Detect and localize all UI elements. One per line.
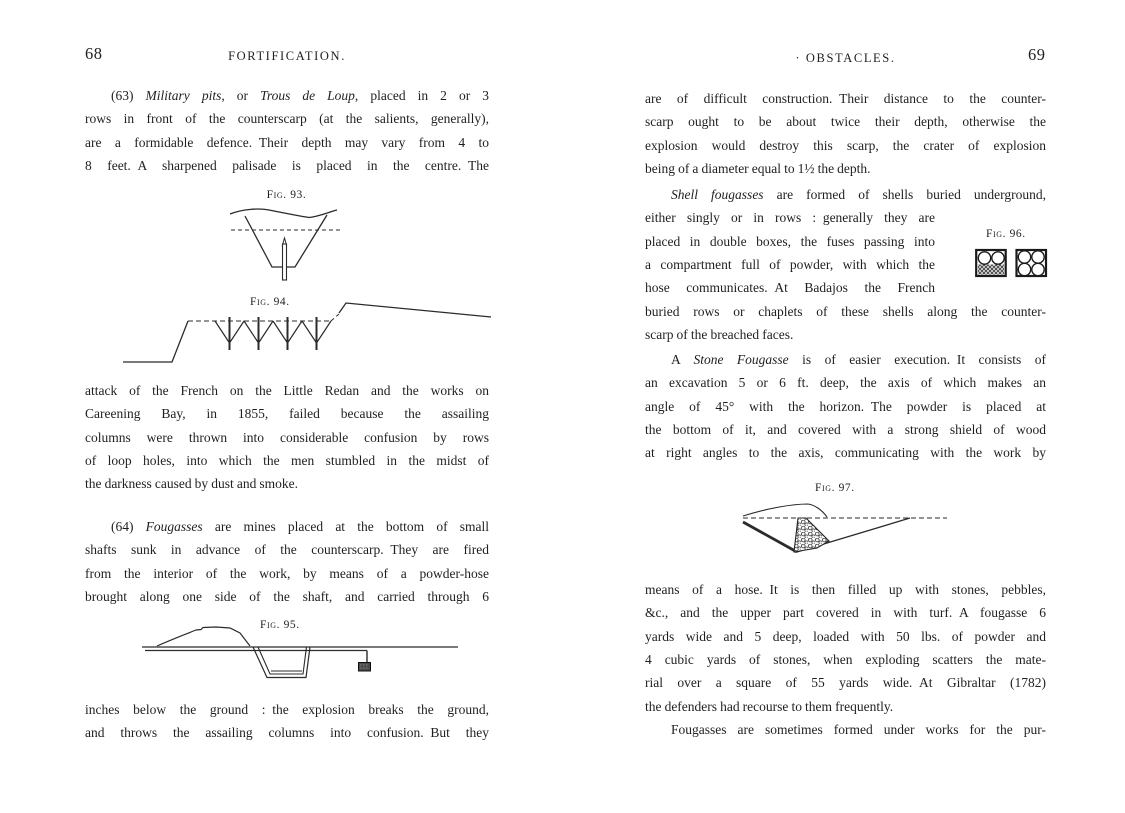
text-line: Shell fougasses are formed of shells buried underground, — [671, 187, 1046, 202]
fig97-drawing-stone-fougasse-section — [738, 496, 953, 574]
text-line: rows in front of the counterscarp (at the salients, generally), — [85, 111, 489, 127]
text-line: an excavation 5 or 6 ft. deep, the axis of which makes an — [645, 375, 1046, 391]
text-line: (64) Fougasses are mines placed at the bottom of small — [111, 519, 489, 534]
text-line: the darkness caused by dust and smoke. — [85, 476, 299, 492]
left-page-number: 68 — [85, 44, 103, 63]
right-page-number: 69 — [1028, 45, 1046, 64]
text-line: explosion would destroy this scarp, the crater of explosion — [645, 137, 1046, 153]
text-line: rial over a square of 55 yards wide. At Gibraltar (1782) — [645, 675, 1046, 691]
fig93-label: Fig. 93. — [266, 189, 307, 201]
text-line: shafts sunk in advance of the counterscarp. They are fired — [85, 542, 489, 558]
text-line: 8 feet. A sharpened palisade is placed in the centre. The — [85, 158, 489, 174]
text-line: scarp of the breached faces. — [645, 327, 794, 343]
text-line: brought along one side of the shaft, and carried through 6 — [85, 589, 489, 605]
text-line: either singly or in rows : generally they are — [645, 210, 935, 226]
fig94-label: Fig. 94. — [250, 296, 290, 308]
paragraph-military-pits — [85, 84, 489, 177]
fig94-drawing-pit-row-profile — [118, 300, 493, 365]
fig96-drawing-shell-boxes — [975, 248, 1047, 278]
text-line: Fougasses are sometimes formed under works for the pur- — [671, 722, 1046, 737]
paragraph-inches-below — [85, 698, 489, 745]
text-line: A Stone Fougasse is of easier execution. It consists of — [671, 352, 1046, 367]
fig97-label: Fig. 97. — [815, 482, 855, 494]
fig95-label: Fig. 95. — [260, 619, 300, 631]
text-line: angle of 45° with the horizon. The powder is placed at — [645, 398, 1046, 414]
paragraph-means-of-hose — [645, 578, 1046, 718]
text-line: the defenders had recourse to them frequently. — [645, 698, 894, 714]
right-running-head: · OBSTACLES. — [795, 51, 896, 65]
text-line: placed in double boxes, the fuses passing into — [645, 233, 935, 249]
fig96-label: Fig. 96. — [986, 228, 1026, 240]
text-line: are a formidable defence. Their depth may vary from 4 to — [85, 134, 489, 150]
text-line: a compartment full of powder, with which the — [645, 257, 935, 273]
text-line: columns were thrown into considerable confusion by rows — [85, 429, 489, 445]
paragraph-little-redan — [85, 379, 489, 496]
text-line: yards wide and 5 deep, loaded with 50 lbs. of powder and — [645, 628, 1046, 644]
paragraph-fougasses — [85, 515, 489, 608]
paragraph-stone-fougasse — [645, 348, 1046, 465]
text-line: hose communicates. At Badajos the French — [645, 280, 935, 296]
text-line: attack of the French on the Little Redan and the works on — [85, 383, 489, 398]
paragraph-counterscarp — [645, 87, 1046, 180]
text-line: are of difficult construction. Their distance to the counter- — [645, 91, 1046, 106]
text-line: inches below the ground : the explosion breaks the ground, — [85, 702, 489, 717]
text-line: scarp ought to be about twice their depth, otherwise the — [645, 114, 1046, 130]
text-line: 4 cubic yards of stones, when exploding scatters the mate- — [645, 652, 1046, 668]
text-line: Careening Bay, in 1855, failed because the assailing — [85, 406, 489, 422]
text-line: from the interior of the work, by means of a powder-hose — [85, 565, 489, 581]
text-line: being of a diameter equal to 1½ the depth. — [645, 161, 871, 177]
text-line: the bottom of it, and covered with a strong shield of wood — [645, 422, 1046, 438]
paragraph-fougasses-under-works — [645, 718, 1046, 741]
left-running-head: FORTIFICATION. — [228, 49, 346, 63]
text-line: and throws the assailing columns into confusion. But they — [85, 725, 489, 741]
text-line: buried rows or chaplets of these shells along the counter- — [645, 303, 1046, 319]
text-line: of loop holes, into which the men stumbled in the midst of — [85, 453, 489, 469]
text-line: (63) Military pits, or Trous de Loup, placed in 2 or 3 — [111, 88, 489, 103]
text-line: at right angles to the axis, communicating with the work by — [645, 445, 1046, 461]
text-line: &c., and the upper part covered in with turf. A fougasse 6 — [645, 605, 1046, 621]
fig95-drawing-fougasse-section — [138, 626, 473, 696]
text-line: means of a hose. It is then filled up with stones, pebbles, — [645, 582, 1046, 597]
fig93-drawing-trou-de-loup-section — [229, 204, 344, 286]
